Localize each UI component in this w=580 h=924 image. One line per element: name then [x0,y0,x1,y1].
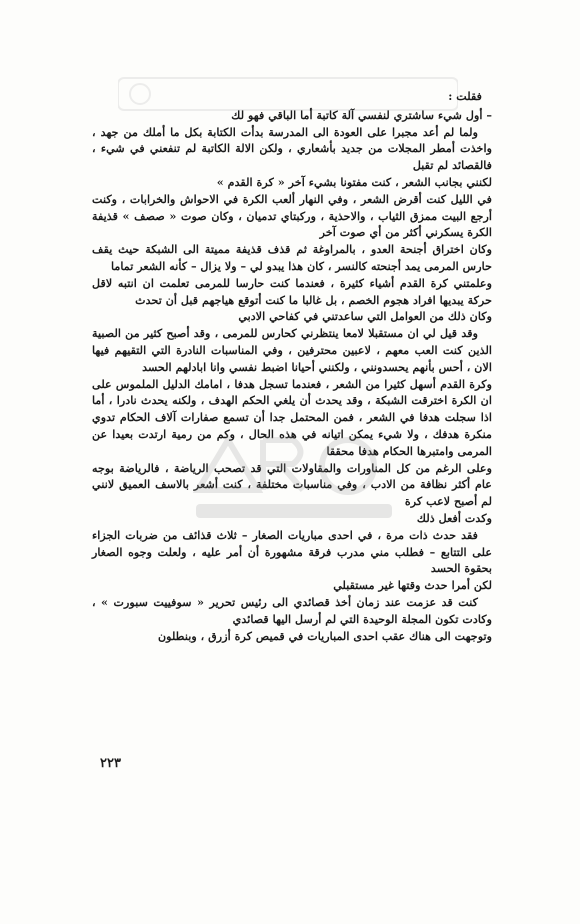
paragraph: لكن أمرا حدث وقتها غير مستقبلي [333,578,492,593]
page-number: ٢٢٣ [100,756,121,771]
section-heading: فقلت : [448,89,482,103]
paragraph: فقد حدث ذات مرة ، في احدى مباريات الصغار – ثلاث قذائف من ضربات الجزاء على التتابع – فطلب مني مدرب فرقة مشهورة أن أمر عليه ، ولعلت وجوه الصغار بحقوة الحسد [92,527,492,576]
page-body-text [92,88,492,644]
paragraph: وكدت أفعل ذلك [416,510,492,525]
paragraph: وعلى الرغم من كل المناورات والمقاولات التي قد تصحب الرياضة ، فالرياضة بوجه عام أكثر نظافة من الادب ، وفي مناسبات مختلفة ، كنت أشعر بالاسف العميق لانني لم أصبح لاعب كرة [92,460,492,509]
paragraph: كنت قد عزمت عند زمان أخذ قصائدي الى رئيس تحرير « سوفييت سبورت » ، وكادت تكون المجلة الوحيدة التي لم أرسل اليها قصائدي [92,594,492,626]
paragraph: – أول شيء ساشتري لنفسي آلة كاتبة أما الباقي فهو لك [231,107,492,122]
paragraph: وعلمتني كرة القدم أشياء كثيرة ، فعندما كنت حارسا للمرمى تعلمت ان انتبه لاقل حركة يبديها افراد هجوم الخصم ، بل غالبا ما كنت أتوقع هياجهم قبل أن تحدث [92,275,492,307]
paragraph: في الليل كنت أقرض الشعر ، وفي النهار ألعب الكرة في الاحواش والخرابات ، وكنت أرجع البيت ممزق الثياب ، والاحذية ، وركبتاي تدميان ، وكان صوت « صصف » قذيفة الكرة يسكرني أكثر من أي صوت آخر [92,191,492,240]
paragraph: ولما لم أعد مجبرا على العودة الى المدرسة بدأت الكتابة بكل ما أملك من جهد ، واخذت أمطر المجلات من جديد بأشعاري ، ولكن الالة الكاتبة لم تنفعني في شيء ، فالقصائد لم تقبل [92,124,492,173]
paragraph: وكرة القدم أسهل كثيرا من الشعر ، فعندما تسجل هدفا ، امامك الدليل الملموس على ان الكرة اخترقت الشبكة ، وقد يحدث أن يلغي الحكم الهدف ، ولكنه يحدث نادرا ، أما اذا سجلت هدفا في الشعر ، فمن المحتمل جدا أن تسمع صفارات آلاف الحكام تدوي منكرة هدفك ، ولا شيء يمكن اتيانه في هذه الحال ، وكم من رمية ارتدت بعيدا عن المرمى وامتبرها الحكام هدفا محققا [92,376,492,458]
paragraph: وقد قيل لي ان مستقبلا لامعا ينتظرني كحارس للمرمى ، وقد أصبح كثير من الصبية الذين كنت العب معهم ، لاعبين محترفين ، وفي المناسبات النادرة التي التقيهم فيها الان ، أحس بأنهم يحسدونني ، ولكنني أحيانا اضبط نفسي وانا ابادلهم الحسد [92,326,492,374]
paragraph: وتوجهت الى هناك عقب احدى المباريات في قميص كرة أزرق ، وبنطلون [157,628,492,643]
paragraph: وكان ذلك من العوامل التي ساعدتني في كفاحي الادبي [238,309,492,324]
paragraph: وكان اختراق أجنحة العدو ، بالمراوغة ثم قذف قذيفة مميتة الى الشبكة حيث يقف حارس المرمى يمد أجنحته كالنسر ، كان هذا يبدو لي – ولا يزال – كأنه الشعر تماما [92,242,492,273]
paragraph: لكنني بجانب الشعر ، كنت مفتونا بشيء آخر « كرة القدم » [216,174,492,189]
